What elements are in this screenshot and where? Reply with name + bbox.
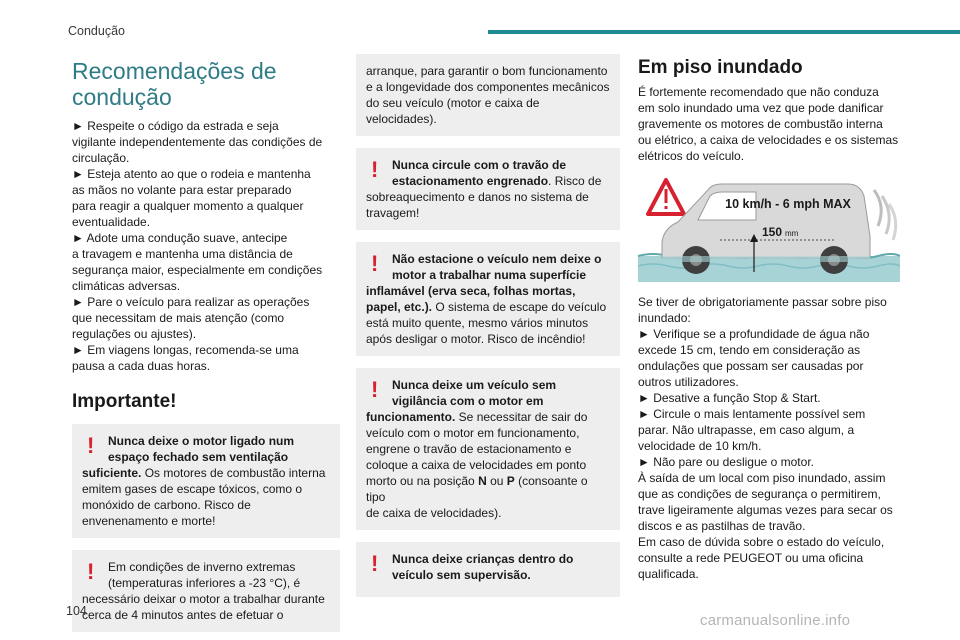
page-number: 104 (66, 604, 87, 618)
text-line: qualificada. (638, 567, 699, 581)
watermark[interactable]: carmanualsonline.info (700, 612, 851, 629)
warning-text-line: necessário deixar o motor a trabalhar durante (82, 592, 325, 606)
warning-box-winter (72, 550, 340, 632)
text-line: trave ligeiramente algumas vezes para secar os (638, 503, 893, 517)
section-title-line: condução (72, 84, 172, 110)
warning-text-line: do seu veículo (motor e caixa de (366, 96, 540, 110)
warning-text-line: arranque, para garantir o bom funcionamento (366, 64, 608, 78)
warning-text-line: veículo com o motor em funcionamento, (366, 426, 580, 440)
warning-bold-line: Não estacione o veículo nem deixe o (392, 252, 602, 266)
text-line: as mãos no volante para estar preparado (72, 183, 292, 197)
warning-bold-line: inflamável (erva seca, folhas mortas, (366, 284, 576, 298)
warning-bold-tail: funcionamento. (366, 410, 456, 424)
flooded-intro (638, 84, 900, 164)
warning-icon: ! (87, 433, 95, 458)
text-line: ► Verifique se a profundidade de água não (638, 327, 870, 341)
warning-triangle-dot (665, 206, 668, 209)
text-line: pausa a cada duas horas. (72, 359, 211, 373)
warning-bold-line: motor a trabalhar numa superfície (392, 268, 587, 282)
flooded-road-svg (638, 176, 900, 282)
warning-bold-line: Nunca circule com o travão de (392, 158, 567, 172)
text-line: ► Pare o veículo para realizar as operações (72, 295, 310, 309)
warning-bold-line: Nunca deixe um veículo sem (392, 378, 557, 392)
warning-bold-line: Nunca deixe crianças dentro do (392, 552, 574, 566)
column-3 (638, 54, 900, 582)
depth-unit: mm (785, 229, 799, 238)
text-line: eventualidade. (72, 215, 151, 229)
warning-bold-tail: papel, etc.). (366, 300, 433, 314)
warning-text-line: e a longevidade dos componentes mecânicos (366, 80, 610, 94)
section-title-line: Recomendações de (72, 58, 277, 84)
driving-recommendations (72, 118, 340, 374)
warning-bold-tail: suficiente. (82, 466, 142, 480)
warning-icon: ! (371, 157, 379, 182)
warning-triangle-mark (665, 189, 668, 203)
motion-line (874, 190, 881, 226)
text-line: À saída de um local com piso inundado, assim (638, 471, 886, 485)
text-line: excede 15 cm, tendo em consideração as (638, 343, 861, 357)
text-line: elétricos do veículo. (638, 149, 745, 163)
text-line: velocidade de 10 km/h. (638, 439, 762, 453)
text-line: ou elétrico, a caixa de velocidades e os sistemas (638, 133, 899, 147)
text-line: gravemente os motores de combustão interna (638, 117, 883, 131)
warning-text: Os motores de combustão interna (141, 466, 326, 480)
important-heading: Importante! (72, 391, 177, 412)
warning-bold-text: estacionamento engrenado (392, 174, 549, 188)
warning-text-line: travagem! (366, 206, 420, 220)
warning-text-line: cerca de 4 minutos antes de efetuar o (82, 608, 284, 622)
warning-box-unattended-vehicle (356, 368, 620, 530)
warning-box-ventilation (72, 424, 340, 538)
text-line: ► Desative a função Stop & Start. (638, 391, 821, 405)
text-line: regulações ou ajustes). (72, 327, 197, 341)
text-line: consulte a rede PEUGEOT ou uma oficina (638, 551, 864, 565)
text-line: Se tiver de obrigatoriamente passar sobre piso (638, 295, 887, 309)
warning-text-line: está muito quente, mesmo vários minutos (366, 316, 589, 330)
gear-neutral: N (478, 474, 487, 488)
text-line: circulação. (72, 151, 130, 165)
warning-text-line: monóxido de carbono. Risco de (82, 498, 251, 512)
text-line: ► Em viagens longas, recomenda-se uma (72, 343, 299, 357)
depth-value: 150 (762, 225, 783, 239)
warning-box-parking-brake (356, 148, 620, 230)
section-header: Condução (68, 24, 125, 38)
text-line: ► Respeite o código da estrada e seja (72, 119, 279, 133)
warning-text-line: após desligar o motor. Risco de incêndio! (366, 332, 586, 346)
warning-icon: ! (87, 559, 95, 584)
warning-icon: ! (371, 551, 379, 576)
warning-text-line: Em condições de inverno extremas (108, 560, 296, 574)
text-line: ► Circule o mais lentamente possível sem (638, 407, 866, 421)
warning-text: O sistema de escape do veículo (432, 300, 607, 314)
speed-limit-label: 10 km/h - 6 mph MAX (725, 197, 851, 211)
text-line: em solo inundado uma vez que pode danificar (638, 101, 884, 115)
text-line: parar. Não ultrapasse, em caso algum, a (638, 423, 855, 437)
text-line: ondulações que possam ser causadas por (638, 359, 864, 373)
warning-bold-line: espaço fechado sem ventilação (108, 450, 289, 464)
text-line: É fortemente recomendado que não conduza (638, 85, 879, 99)
warning-box-children (356, 542, 620, 597)
text-line: para reagir a qualquer momento a qualquer (72, 199, 304, 213)
text-line: discos e as pastilhas de travão. (638, 519, 806, 533)
warning-text-line: engrene o travão de estacionamento e (366, 442, 572, 456)
text-line: ► Não pare ou desligue o motor. (638, 455, 814, 469)
text-line: segurança maior, especialmente em condições (72, 263, 323, 277)
text-line: climáticas adversas. (72, 279, 181, 293)
gear-park: P (506, 474, 515, 488)
warning-bold-line: Nunca deixe o motor ligado num (108, 434, 295, 448)
text-line: a travagem e mantenha uma distância de (72, 247, 293, 261)
warning-text: Se necessitar de sair do (455, 410, 588, 424)
text-line: vigilante independentemente das condições de (72, 135, 323, 149)
column-1 (72, 54, 340, 632)
warning-text-line: (temperaturas inferiores a -23 °C), é (108, 576, 301, 590)
warning-text-line: sobreaquecimento e danos no sistema de (366, 190, 589, 204)
warning-icon: ! (371, 377, 379, 402)
warning-text-line: morto ou na posição N ou P (consoante o tipo (366, 474, 588, 504)
warning-text: . Risco de (548, 174, 602, 188)
warning-bold-line: veículo sem supervisão. (392, 568, 531, 582)
section-title (72, 58, 340, 110)
text-line: ► Esteja atento ao que o rodeia e mantenha (72, 167, 311, 181)
flooded-road-heading: Em piso inundado (638, 57, 803, 78)
text-line: Em caso de dúvida sobre o estado do veículo, (638, 535, 885, 549)
warning-text-line: coloque a caixa de velocidades em ponto (366, 458, 587, 472)
warning-text-line: de caixa de velocidades). (366, 506, 502, 520)
warning-icon: ! (371, 251, 379, 276)
text-line: que necessitam de mais atenção (como (72, 311, 285, 325)
column-2 (356, 54, 620, 609)
warning-box-flammable-surface (356, 242, 620, 356)
text-line: inundado: (638, 311, 691, 325)
text-line: que as condições de segurança o permitirem, (638, 487, 881, 501)
warning-bold-line: vigilância com o motor em (392, 394, 544, 408)
warning-text-line: velocidades). (366, 112, 437, 126)
text-line: ► Adote uma condução suave, antecipe (72, 231, 288, 245)
header-accent-bar (488, 30, 960, 34)
flooded-road-illustration (638, 176, 900, 282)
warning-box-winter-continued (356, 54, 620, 136)
warning-text-line: emitem gases de escape tóxicos, como o (82, 482, 303, 496)
text-line: outros utilizadores. (638, 375, 739, 389)
warning-text-line: envenenamento e morte! (82, 514, 216, 528)
flooded-instructions (638, 294, 900, 582)
